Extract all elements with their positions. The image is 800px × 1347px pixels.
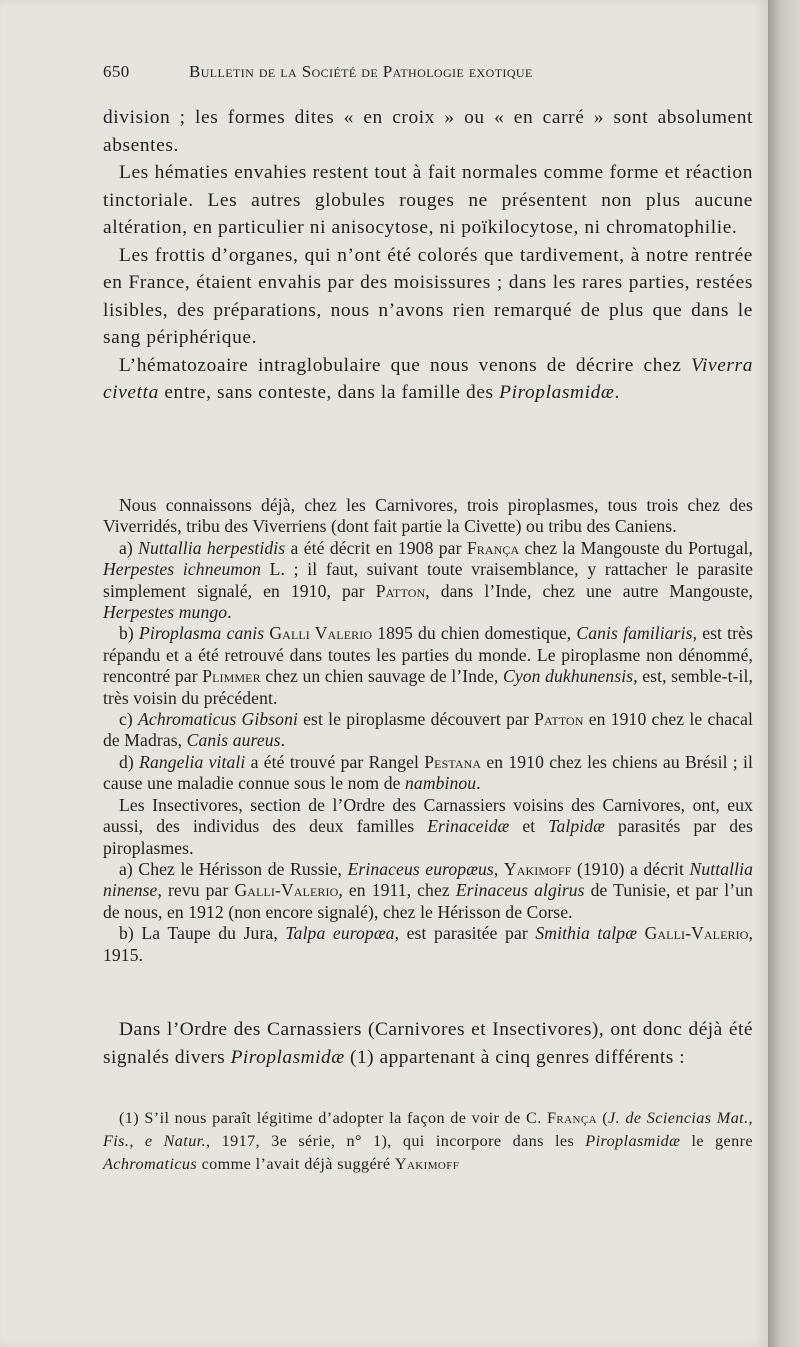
small-paragraph-4: [103, 709, 753, 752]
species-name: Piroplasma canis: [139, 623, 265, 644]
text-run: , revu par: [157, 880, 235, 901]
text-run: (1) appartenant à cinq genres différents :: [344, 1047, 686, 1068]
author-name: França: [466, 537, 520, 558]
species-name: Talpa europæa: [285, 923, 395, 944]
small-paragraph-5: [103, 752, 753, 795]
paragraph-2: Les hématies envahies restent tout à fait normales comme forme et réaction tinctoriale. Les autres globules rouges ne présentent non plus aucune altération, en particulier ni anisocytose, ni poïkilocytose, ni chromatophilie.: [103, 162, 753, 238]
author-name: Pestana: [424, 751, 482, 772]
author-name: Galli Valerio: [269, 623, 373, 644]
family-name: Piroplasmidæ: [230, 1047, 345, 1068]
family-name: Piroplasmidæ: [585, 1132, 681, 1150]
text-run: .: [614, 382, 620, 403]
text-run: Les Insectivores, section de l’Ordre des Carnassiers voisins des Carnivores, ont, eux aussi, des individus des deux familles: [103, 794, 753, 837]
paragraph-4: [103, 352, 753, 407]
text-run: L. ; il faut, suivant toute vraisemblance, y rattacher le parasite simplement signalé, en 1910, par: [103, 559, 753, 601]
small-paragraph-3: [103, 623, 753, 709]
small-paragraph-1: Nous connaissons déjà, chez les Carnivores, trois piroplasmes, tous trois chez des Viverridés, tribu des Viverriens (dont fait partie la Civette) ou tribu des Caniens.: [103, 495, 753, 537]
text-run: b): [119, 623, 139, 644]
text-run: (1910) a décrit: [571, 858, 690, 879]
text-run: a): [119, 537, 139, 558]
text-run: chez la Mangouste du Portugal,: [519, 537, 754, 558]
species-name: Viverra civetta: [103, 354, 753, 403]
text-run: , 1915.: [103, 923, 753, 965]
author-name: Yakimoff: [503, 858, 572, 879]
species-name: Canis familiaris: [576, 623, 693, 644]
text-run: chez un chien sauvage de l’Inde,: [260, 666, 504, 687]
text-run: d): [119, 751, 140, 772]
closing-paragraph: [103, 1016, 753, 1072]
journal-title: J. de Sciencias Mat., Fis., e Natur.: [103, 1109, 753, 1150]
text-run: en 1910 chez les chiens au Brésil ; il cause une maladie connue sous le nom de: [103, 751, 754, 794]
text-run: L’hématozoaire intraglobulaire que nous venons de décrire chez: [119, 354, 691, 376]
text-run: parasités par des piroplasmes.: [103, 816, 753, 858]
text-run: a été trouvé par Rangel: [245, 751, 425, 772]
species-name: Nuttallia ninense: [103, 858, 754, 901]
text-run: le genre: [680, 1132, 753, 1150]
text-run: ,: [493, 858, 504, 879]
footnote-text: [103, 1107, 753, 1176]
text-run: , 1917, 3e série, n° 1), qui incorpore dans les: [206, 1132, 586, 1150]
closing-text: [103, 1016, 753, 1072]
text-run: .: [280, 730, 286, 751]
small-paragraph-2: [103, 538, 753, 624]
text-run: est le piroplasme découvert par: [297, 709, 535, 730]
species-name: Erinaceus algirus: [455, 880, 585, 901]
text-run: , est parasitée par: [394, 923, 536, 944]
text-run: entre, sans conteste, dans la famille des: [158, 382, 500, 403]
species-name: Herpestes ichneumon: [103, 559, 261, 580]
family-name: Piroplasmidæ: [499, 382, 615, 403]
text-run: , est, semble-t-il, très voisin du précédent.: [103, 666, 753, 708]
small-print-section: [103, 495, 753, 966]
author-name: Patton: [534, 709, 584, 730]
text-run: .: [227, 602, 232, 623]
text-run: , est très répandu et a été retrouvé dans toutes les parties du monde. Le piroplasme non dénommé, rencontré par: [103, 623, 753, 687]
author-name: Yakimoff: [394, 1155, 460, 1173]
text-run: a été décrit en 1908 par: [285, 537, 467, 558]
family-name: Talpidæ: [548, 816, 605, 837]
text-run: (: [596, 1109, 609, 1127]
text-run: et: [509, 816, 549, 837]
text-run: Dans l’Ordre des Carnassiers (Carnivores et Insectivores), ont donc déjà été signalés divers: [103, 1019, 753, 1068]
text-run: a) Chez le Hérisson de Russie,: [119, 858, 348, 879]
small-paragraph-7: [103, 859, 753, 923]
genus-name: Achromaticus: [103, 1155, 198, 1173]
small-paragraph-6: [103, 795, 753, 859]
footnote: [103, 1107, 753, 1176]
species-name: Achromaticus Gibsoni: [138, 709, 298, 730]
text-run: de Tunisie, et par l’un de nous, en 1912 (non encore signalé), chez le Hérisson de Corse.: [103, 880, 754, 922]
family-name: Erinaceidæ: [427, 816, 510, 837]
species-name: Smithia talpæ: [535, 923, 638, 944]
text-run: , en 1911, chez: [338, 880, 456, 901]
species-name: Nuttallia herpestidis: [138, 537, 286, 558]
text-run: b) La Taupe du Jura,: [119, 923, 286, 944]
main-text: [103, 104, 753, 407]
author-name: Galli-Valerio: [234, 880, 339, 901]
text-run: comme l’avait déjà suggéré: [197, 1155, 395, 1173]
small-paragraph-8: [103, 923, 753, 966]
author-name: Patton: [375, 580, 426, 601]
species-name: Rangelia vitali: [139, 751, 246, 772]
text-run: .: [476, 773, 481, 794]
species-name: Erinaceus europæus: [347, 858, 494, 879]
author-name: França: [547, 1109, 597, 1127]
text-run: c): [119, 709, 139, 730]
text-run: (1) S’il nous paraît légitime d’adopter la façon de voir de C.: [119, 1109, 547, 1127]
author-name: Galli-Valerio: [644, 923, 749, 944]
species-name: Herpestes mungo: [103, 602, 228, 623]
author-name: Plimmer: [202, 666, 261, 687]
text-run: , dans l’Inde, chez une autre Mangouste,: [425, 580, 753, 601]
text-run: 1895 du chien domestique,: [372, 623, 577, 644]
text-run: [637, 923, 645, 943]
disease-name: nambinou: [405, 773, 477, 794]
species-name: Cyon dukhunensis: [503, 666, 634, 687]
page-number: 650: [103, 62, 130, 81]
paragraph-1: division ; les formes dites « en croix » ou « en carré » sont absolument absentes.: [103, 107, 753, 156]
running-title: Bulletin de la Société de Pathologie exotique: [189, 62, 533, 81]
paragraph-3: Les frottis d’organes, qui n’ont été colorés que tardivement, à notre rentrée en France, étaient envahis par des moisissures ; dans les rares parties, restées lisibles, des préparations, nous n’avons rien remarqué de plus que dans le sang périphérique.: [103, 244, 753, 348]
text-run: en 1910 chez le chacal de Madras,: [103, 709, 753, 751]
species-name: Canis aureus: [186, 730, 281, 751]
page-edge-shadow: [768, 0, 800, 1347]
